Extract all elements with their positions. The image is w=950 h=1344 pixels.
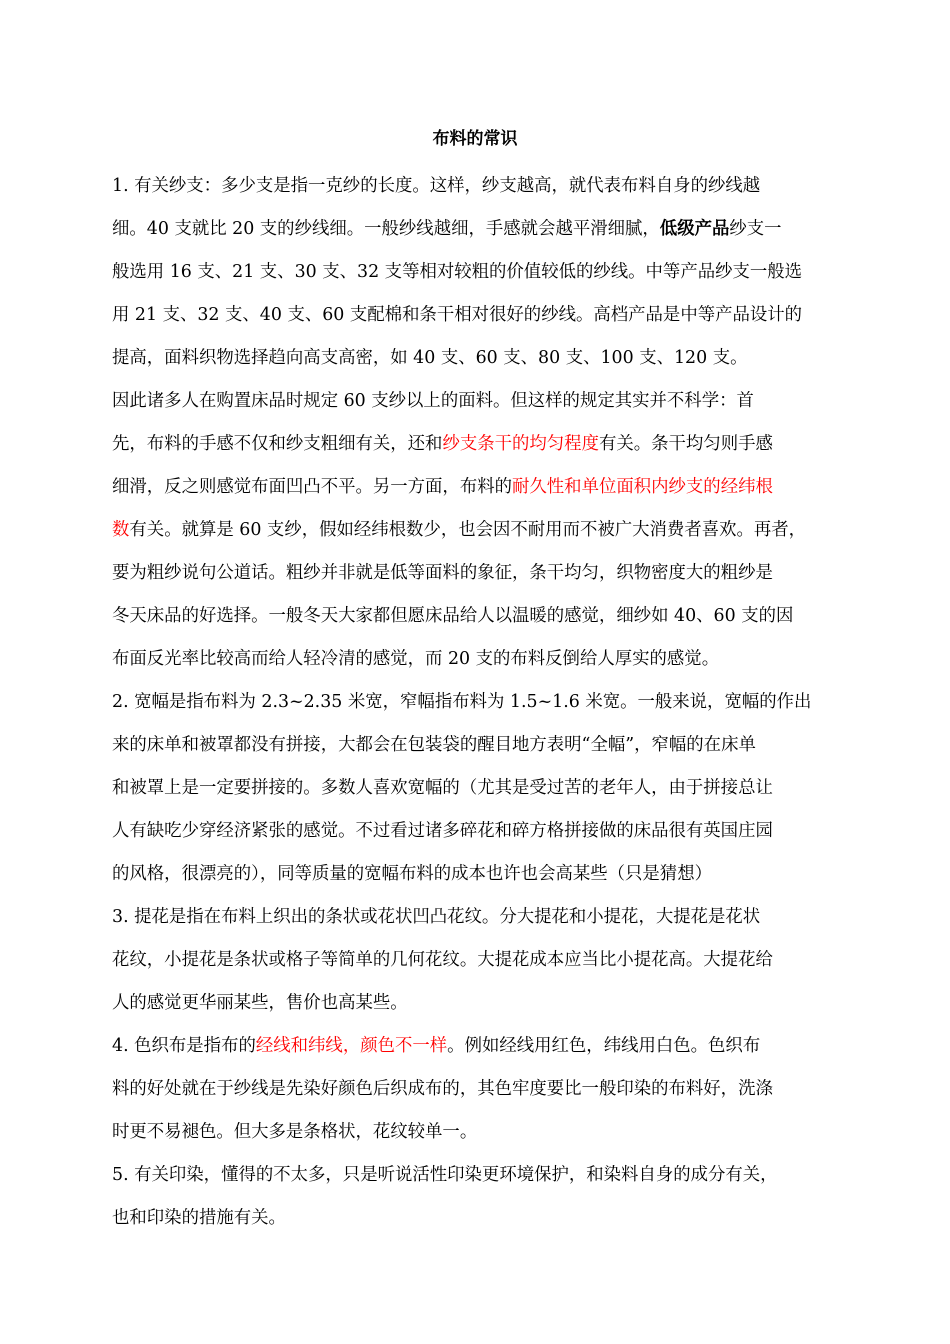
text-segment: 1. 有关纱支：多少支是指一克纱的长度。这样，纱支越高，就代表布料自身的纱线越 [112,176,761,196]
text-segment: 因此诸多人在购置床品时规定 60 支纱以上的面料。但这样的规定其实并不科学：首 [112,391,754,411]
highlighted-text: 纱支条干的均匀程度 [442,434,599,454]
text-line [112,1161,840,1189]
text-line [112,688,840,716]
text-segment: 人有缺吃少穿经济紧张的感觉。不过看过诸多碎花和碎方格拼接做的床品很有英国庄园 [112,821,773,841]
bold-text: 低级产品 [659,219,730,239]
highlighted-text: 耐久性和单位面积内纱支的经纬根 [512,477,773,497]
text-segment: 要为粗纱说句公道话。粗纱并非就是低等面料的象征，条干均匀，织物密度大的粗纱是 [112,563,773,583]
text-line [112,645,840,673]
text-segment: 用 21 支、32 支、40 支、60 支配棉和条干相对很好的纱线。高档产品是中等产品设计的 [112,305,803,325]
text-segment: 4. 色织布是指布的 [112,1036,256,1056]
text-line [112,344,840,372]
text-segment: 和被罩上是一定要拼接的。多数人喜欢宽幅的（尤其是受过苦的老年人，由于拼接总让 [112,778,773,798]
text-line [112,215,840,243]
text-segment: 3. 提花是指在布料上织出的条状或花状凹凸花纹。分大提花和小提花，大提花是花状 [112,907,761,927]
text-segment: 也和印染的措施有关。 [112,1208,286,1228]
text-line [112,258,840,286]
text-segment: 人的感觉更华丽某些，售价也高某些。 [112,993,408,1013]
text-line [112,989,840,1017]
text-segment: 纱支一 [729,219,782,239]
text-line [112,774,840,802]
text-segment: 有关。条干均匀则手感 [598,434,773,454]
text-segment: 来的床单和被罩都没有拼接，大都会在包装袋的醒目地方表明“全幅”，窄幅的在床单 [112,735,756,755]
text-segment: 冬天床品的好选择。一般冬天大家都但愿床品给人以温暖的感觉，细纱如 40、60 支的因 [112,606,794,626]
text-line [112,172,840,200]
text-line [112,387,840,415]
text-line [112,946,840,974]
text-segment: 细。40 支就比 20 支的纱线细。一般纱线越细，手感就会越平滑细腻， [112,219,660,239]
text-line [112,1204,840,1232]
text-segment: 的风格，很漂亮的），同等质量的宽幅布料的成本也许也会高某些（只是猜想） [112,864,712,884]
text-line [112,903,840,931]
text-line [112,473,840,501]
text-segment: 有关。就算是 60 支纱，假如经纬根数少，也会因不耐用而不被广大消费者喜欢。再者， [129,520,807,540]
text-segment: 时更不易褪色。但大多是条格状，花纹较单一。 [112,1122,478,1142]
text-segment: 布面反光率比较高而给人轻冷清的感觉，而 20 支的布料反倒给人厚实的感觉。 [112,649,720,669]
text-line [112,731,840,759]
text-segment: 先，布料的手感不仅和纱支粗细有关，还和 [112,434,443,454]
document-title: 布料的常识 [432,129,518,149]
text-line [112,817,840,845]
highlighted-text: 经线和纬线，颜色不一样 [255,1036,448,1056]
text-line [112,860,840,888]
text-segment: 花纹，小提花是条状或格子等简单的几何花纹。大提花成本应当比小提花高。大提花给 [112,950,773,970]
text-line [112,1032,840,1060]
text-line [112,516,840,544]
text-segment: 5. 有关印染，懂得的不太多，只是听说活性印染更环境保护，和染料自身的成分有关， [112,1165,778,1185]
text-line [112,559,840,587]
text-line [112,602,840,630]
text-line [112,1075,840,1103]
text-segment: 细滑，反之则感觉布面凹凸不平。另一方面，布料的 [112,477,512,497]
highlighted-text: 数 [112,520,130,540]
text-line [112,1118,840,1146]
text-segment: 。例如经线用红色，纬线用白色。色织布 [447,1036,761,1056]
text-segment: 料的好处就在于纱线是先染好颜色后织成布的，其色牢度要比一般印染的布料好，洗涤 [112,1079,773,1099]
text-segment: 提高，面料织物选择趋向高支高密，如 40 支、60 支、80 支、100 支、120 支。 [112,348,748,368]
text-segment: 2. 宽幅是指布料为 2.3~2.35 米宽，窄幅指布料为 1.5~1.6 米宽。一般来说，宽幅的作出 [112,692,812,712]
text-line [112,301,840,329]
text-segment: 般选用 16 支、21 支、30 支、32 支等相对较粗的价值较低的纱线。中等产品纱支一般选 [112,262,803,282]
text-line [112,430,840,458]
